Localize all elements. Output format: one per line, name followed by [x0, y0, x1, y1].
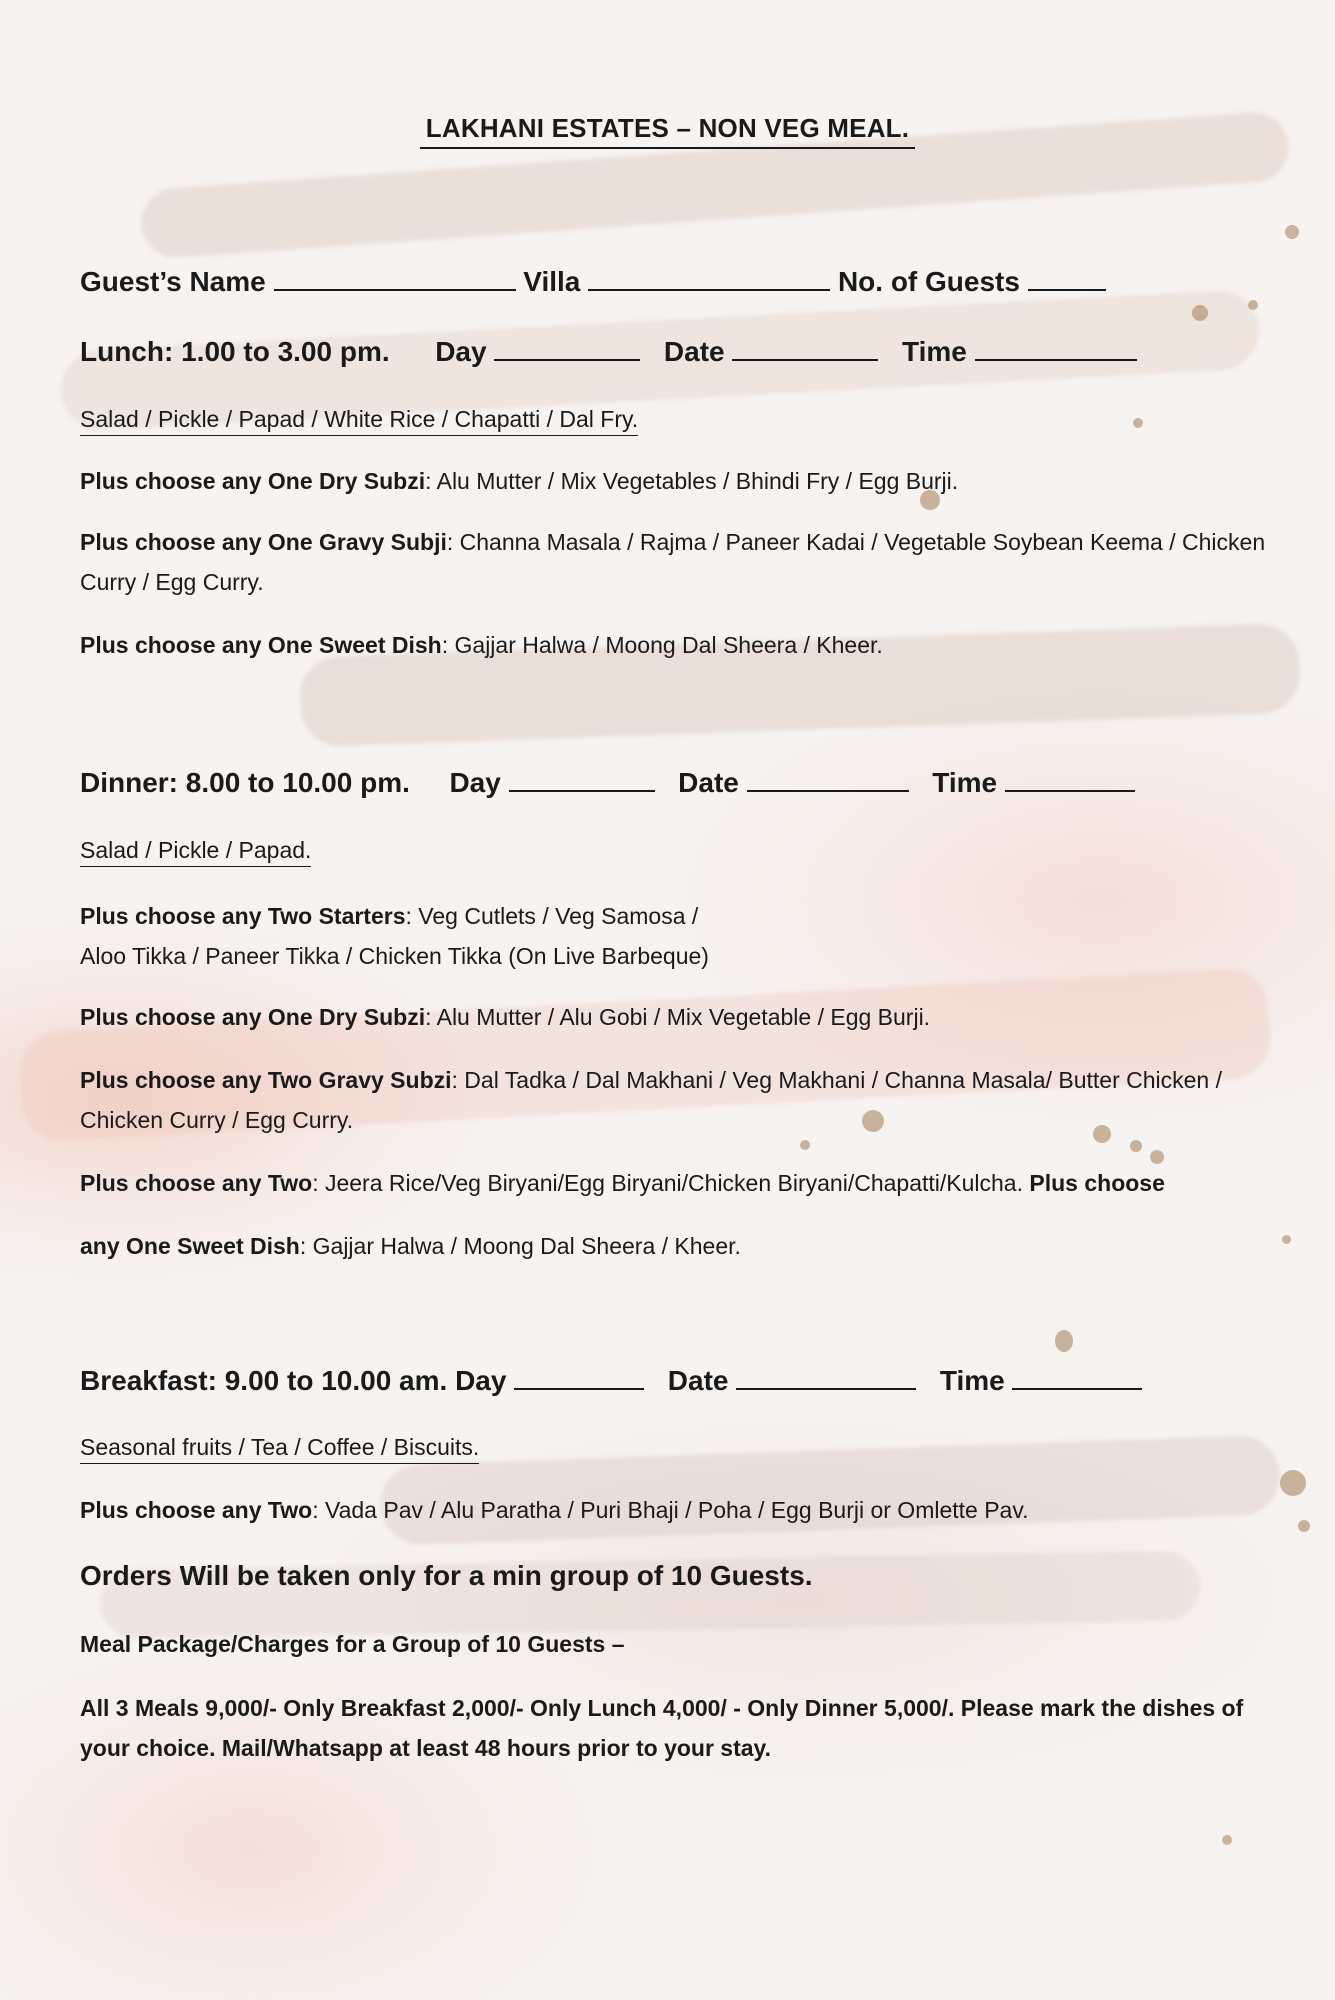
- lunch-heading-row: [80, 336, 1137, 368]
- dinner-sweet-dish: any One Sweet Dish: Gajjar Halwa / Moong Dal Sheera / Kheer.: [80, 1233, 741, 1259]
- breakfast-time-field[interactable]: [1012, 1366, 1142, 1390]
- lunch-day-label: Day: [435, 336, 487, 367]
- breakfast-heading-row: [80, 1365, 1142, 1397]
- dinner-dry-subzi: Plus choose any One Dry Subzi: Alu Mutter / Alu Gobi / Mix Vegetable / Egg Burji.: [80, 1004, 931, 1030]
- dinner-date-field[interactable]: [747, 768, 909, 792]
- lunch-day-field[interactable]: [494, 337, 640, 361]
- dinner-day-label: Day: [449, 767, 501, 798]
- dinner-day-field[interactable]: [509, 768, 655, 792]
- dinner-heading: Dinner: 8.00 to 10.00 pm.: [80, 767, 410, 798]
- lunch-dry-subzi: Plus choose any One Dry Subzi: Alu Mutter / Mix Vegetables / Bhindi Fry / Egg Burji.: [80, 468, 959, 494]
- breakfast-base-items: Seasonal fruits / Tea / Coffee / Biscuits.: [80, 1434, 479, 1461]
- dinner-rice-breads: Plus choose any Two: Jeera Rice/Veg Biryani/Egg Biryani/Chicken Biryani/Chapatti/Kulcha. Plus choose: [80, 1170, 1165, 1196]
- lunch-sweet-dish: Plus choose any One Sweet Dish: Gajjar Halwa / Moong Dal Sheera / Kheer.: [80, 632, 883, 658]
- page-title: LAKHANI ESTATES – NON VEG MEAL.: [0, 113, 1335, 144]
- villa-label: Villa: [523, 266, 581, 297]
- guest-name-label: Guest’s Name: [80, 266, 266, 297]
- package-heading: Meal Package/Charges for a Group of 10 Guests –: [80, 1631, 625, 1657]
- dinner-time-label: Time: [932, 767, 998, 798]
- breakfast-date-field[interactable]: [736, 1366, 916, 1390]
- lunch-date-label: Date: [663, 336, 725, 367]
- guest-info-row: [80, 266, 1106, 298]
- dinner-starters: Plus choose any Two Starters: Veg Cutlets / Veg Samosa / Aloo Tikka / Paneer Tikka / Chicken Tikka (On Live Barbeque): [80, 903, 709, 969]
- guests-count-label: No. of Guests: [837, 266, 1020, 297]
- lunch-time-field[interactable]: [975, 337, 1137, 361]
- breakfast-heading: Breakfast: 9.00 to 10.00 am. Day: [80, 1365, 507, 1396]
- pricing-and-instructions: All 3 Meals 9,000/- Only Breakfast 2,000/- Only Lunch 4,000/ - Only Dinner 5,000/. Please mark the dishes of your choice. Mail/Whatsapp at least 48 hours prior to your stay.: [80, 1695, 1244, 1761]
- lunch-gravy-subji: Plus choose any One Gravy Subji: Channa Masala / Rajma / Paneer Kadai / Vegetable Soybean Keema / Chicken Curry / Egg Curry.: [80, 529, 1266, 595]
- dinner-time-field[interactable]: [1005, 768, 1135, 792]
- breakfast-day-field[interactable]: [514, 1366, 644, 1390]
- lunch-base-items: Salad / Pickle / Papad / White Rice / Chapatti / Dal Fry.: [80, 406, 638, 433]
- breakfast-choices: Plus choose any Two: Vada Pav / Alu Paratha / Puri Bhaji / Poha / Egg Burji or Omlette Pav.: [80, 1497, 1029, 1523]
- lunch-time-label: Time: [901, 336, 967, 367]
- guests-count-field[interactable]: [1028, 267, 1106, 291]
- dinner-heading-row: [80, 767, 1135, 799]
- breakfast-time-label: Time: [939, 1365, 1005, 1396]
- dinner-base-items: Salad / Pickle / Papad.: [80, 837, 311, 864]
- dinner-gravy-subzi: Plus choose any Two Gravy Subzi: Dal Tadka / Dal Makhani / Veg Makhani / Channa Masala/ Butter Chicken / Chicken Curry / Egg Curry.: [80, 1067, 1222, 1133]
- guest-name-field[interactable]: [274, 267, 516, 291]
- lunch-heading: Lunch: 1.00 to 3.00 pm.: [80, 336, 390, 367]
- villa-field[interactable]: [588, 267, 830, 291]
- orders-note: Orders Will be taken only for a min group of 10 Guests.: [80, 1560, 813, 1591]
- lunch-date-field[interactable]: [732, 337, 878, 361]
- breakfast-date-label: Date: [667, 1365, 729, 1396]
- dinner-date-label: Date: [678, 767, 739, 798]
